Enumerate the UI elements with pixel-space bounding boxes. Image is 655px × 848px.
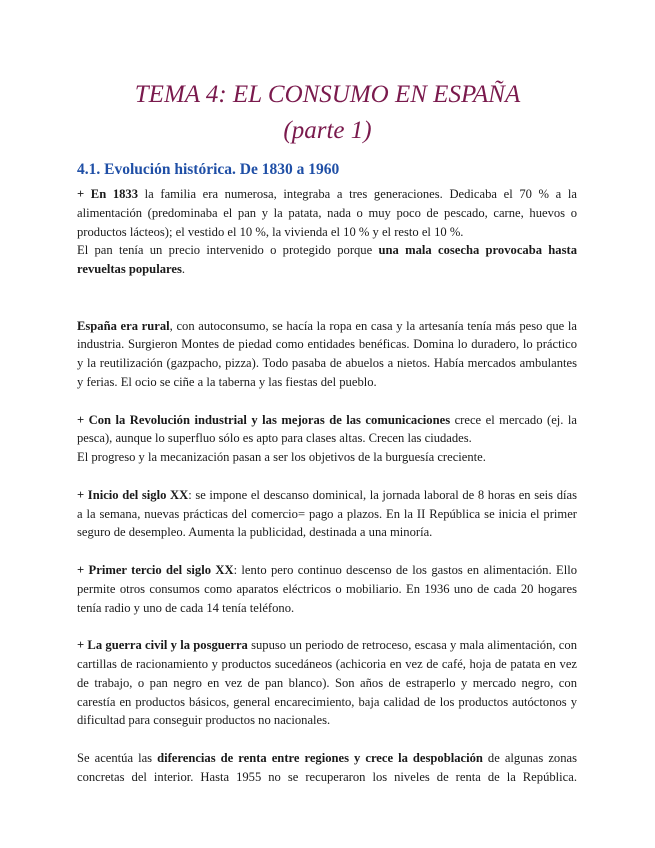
paragraph-text: la familia era numerosa, integraba a tres generaciones. Dedicaba el 70 % a la alimentación (predominaba el pan y la patata, nada o muy poco de pescado, carne, huevos o productos lácteos); el vestido el 10 %, la vivienda el 10 % y el resto el 10 %.	[77, 187, 577, 239]
paragraph-bread-price	[77, 241, 577, 279]
paragraph-text: , con autoconsumo, se hacía la ropa en casa y la artesanía tenía más peso que la industria. Surgieron Montes de piedad como entidades benéficas. Domina lo duradero, lo práctico y la reutilización (gazpacho, pizza). Todo pasaba de abuelos a nietos. Había mercados ambulantes y ferias. El ocio se ciñe a la taberna y las fiestas del pueblo.	[77, 318, 577, 389]
paragraph-progress: El progreso y la mecanización pasan a ser los objetivos de la burguesía creciente.	[77, 450, 486, 465]
paragraph-civil-war	[77, 636, 577, 730]
paragraph-text: de algunas zonas concretas del interior. Hasta 1955 no se recuperaron los niveles de renta de la República.	[77, 750, 577, 784]
paragraph-text: .	[181, 262, 185, 277]
bold-lead: España era rural	[77, 318, 170, 333]
paragraph-early-20th-century	[77, 486, 577, 542]
paragraph-first-third-20th-century	[77, 561, 577, 617]
paragraph-gap	[77, 542, 577, 561]
section-body	[77, 185, 577, 787]
bold-emphasis: diferencias de renta entre regiones y crece la despoblación	[157, 750, 483, 765]
paragraph-industrial-revolution	[77, 411, 577, 449]
bold-lead: + Con la Revolución industrial y las mejoras de las comunicaciones	[77, 412, 451, 427]
paragraph-text: : se impone el descanso dominical, la jornada laboral de 8 horas en seis días a la semana, nuevas prácticas del comercio= pago a plazos. En la II República se inicia el primer seguro de desempleo. Aumenta la publicidad, destinada a una minoría.	[77, 487, 577, 540]
section-heading: 4.1. Evolución histórica. De 1830 a 1960	[77, 161, 340, 178]
paragraph-rural-spain	[77, 317, 577, 392]
paragraph-gap	[77, 298, 577, 317]
bold-lead: + Primer tercio del siglo XX	[77, 562, 234, 577]
paragraph-text: crece el mercado (ej. la pesca), aunque lo superfluo sólo es apto para clases altas. Crecen las ciudades.	[77, 412, 577, 446]
paragraph-gap	[77, 730, 577, 749]
paragraph-1833	[77, 185, 577, 241]
paragraph-text: : lento pero continuo descenso de los gastos en alimentación. Ello permite otros consumos como aparatos eléctricos o mobiliario. En 1936 uno de cada 20 hogares tenía radio y uno de cada 14 tenía teléfono.	[77, 562, 577, 615]
document-title: TEMA 4: EL CONSUMO EN ESPAÑA	[134, 81, 521, 108]
document-subtitle: (parte 1)	[283, 117, 372, 144]
paragraph-gap	[77, 617, 577, 636]
bold-lead: + En 1833	[77, 187, 139, 201]
paragraph-gap	[77, 279, 577, 298]
paragraph-text: Se acentúa las	[77, 750, 158, 765]
bold-lead: + Inicio del siglo XX	[77, 487, 189, 502]
bold-lead: + La guerra civil y la posguerra	[77, 638, 248, 653]
paragraph-text: supuso un periodo de retroceso, escasa y mala alimentación, con cartillas de racionamiento y productos sucedáneos (achicoria en vez de café, hoja de patata en vez de trabajo, o pan negro en vez de pan blanco). Son años de estraperlo y mercado negro, con carestía en productos básicos, general encarecimiento, baja calidad de los productos autóctonos y dificultad para conseguir productos no nacionales.	[77, 638, 577, 728]
paragraph-gap	[77, 392, 577, 411]
paragraph-text: El pan tenía un precio intervenido o protegido porque	[77, 243, 379, 258]
paragraph-income-differences	[77, 749, 577, 787]
paragraph-gap	[77, 467, 577, 486]
bold-emphasis: una mala cosecha provocaba hasta revueltas populares	[77, 243, 577, 277]
